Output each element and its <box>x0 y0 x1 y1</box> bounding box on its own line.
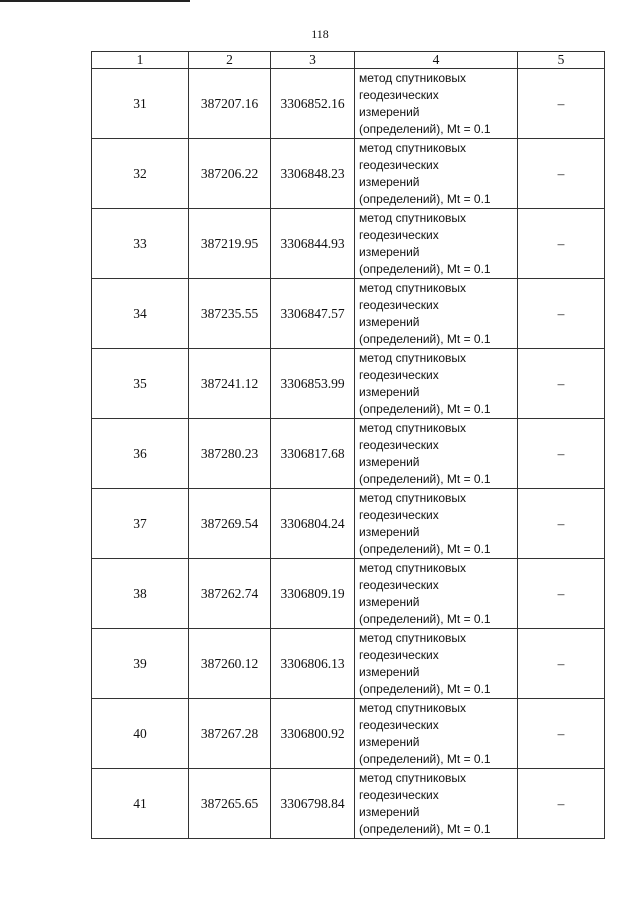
method-line: измерений <box>359 244 420 259</box>
note-dash: – <box>518 69 605 139</box>
method-description <box>355 209 518 279</box>
x-coordinate: 387265.65 <box>189 769 271 839</box>
method-line: (определений), Mt = 0.1 <box>359 331 491 346</box>
method-line: измерений <box>359 594 420 609</box>
method-line: (определений), Mt = 0.1 <box>359 121 491 136</box>
method-description <box>355 419 518 489</box>
point-number: 39 <box>92 629 189 699</box>
x-coordinate: 387235.55 <box>189 279 271 349</box>
method-line: геодезических <box>359 717 439 732</box>
y-coordinate: 3306804.24 <box>271 489 355 559</box>
method-line: геодезических <box>359 157 439 172</box>
x-coordinate: 387219.95 <box>189 209 271 279</box>
x-coordinate: 387241.12 <box>189 349 271 419</box>
page-number: 118 <box>311 27 329 41</box>
method-line: метод спутниковых <box>359 560 467 575</box>
table-row <box>92 209 605 279</box>
table-body <box>92 69 605 839</box>
method-line: метод спутниковых <box>359 350 467 365</box>
point-number: 37 <box>92 489 189 559</box>
method-line: метод спутниковых <box>359 770 467 785</box>
table-row <box>92 559 605 629</box>
y-coordinate: 3306800.92 <box>271 699 355 769</box>
x-coordinate: 387207.16 <box>189 69 271 139</box>
y-coordinate: 3306809.19 <box>271 559 355 629</box>
point-number: 41 <box>92 769 189 839</box>
method-line: (определений), Mt = 0.1 <box>359 471 491 486</box>
method-line: геодезических <box>359 507 439 522</box>
point-number: 32 <box>92 139 189 209</box>
method-line: (определений), Mt = 0.1 <box>359 541 491 556</box>
y-coordinate: 3306853.99 <box>271 349 355 419</box>
column-header-4: 4 <box>355 52 518 69</box>
method-line: метод спутниковых <box>359 420 467 435</box>
method-line: метод спутниковых <box>359 630 467 645</box>
table-row <box>92 69 605 139</box>
column-header-5: 5 <box>518 52 605 69</box>
method-line: измерений <box>359 454 420 469</box>
column-header-3: 3 <box>271 52 355 69</box>
method-line: метод спутниковых <box>359 280 467 295</box>
method-line: геодезических <box>359 87 439 102</box>
method-line: измерений <box>359 314 420 329</box>
method-line: геодезических <box>359 437 439 452</box>
table-row <box>92 419 605 489</box>
note-dash: – <box>518 489 605 559</box>
x-coordinate: 387260.12 <box>189 629 271 699</box>
point-number: 31 <box>92 69 189 139</box>
x-coordinate: 387206.22 <box>189 139 271 209</box>
method-description <box>355 629 518 699</box>
method-line: измерений <box>359 104 420 119</box>
method-description <box>355 699 518 769</box>
point-number: 38 <box>92 559 189 629</box>
method-line: измерений <box>359 384 420 399</box>
method-line: (определений), Mt = 0.1 <box>359 681 491 696</box>
note-dash: – <box>518 279 605 349</box>
x-coordinate: 387267.28 <box>189 699 271 769</box>
method-line: измерений <box>359 804 420 819</box>
method-description <box>355 279 518 349</box>
method-line: (определений), Mt = 0.1 <box>359 191 491 206</box>
y-coordinate: 3306844.93 <box>271 209 355 279</box>
method-line: геодезических <box>359 577 439 592</box>
point-number: 36 <box>92 419 189 489</box>
method-description <box>355 69 518 139</box>
method-line: метод спутниковых <box>359 700 467 715</box>
method-line: измерений <box>359 734 420 749</box>
note-dash: – <box>518 349 605 419</box>
method-line: геодезических <box>359 297 439 312</box>
x-coordinate: 387262.74 <box>189 559 271 629</box>
column-header-1: 1 <box>92 52 189 69</box>
y-coordinate: 3306848.23 <box>271 139 355 209</box>
table-row <box>92 489 605 559</box>
note-dash: – <box>518 769 605 839</box>
method-line: метод спутниковых <box>359 210 467 225</box>
method-line: измерений <box>359 664 420 679</box>
x-coordinate: 387269.54 <box>189 489 271 559</box>
point-number: 33 <box>92 209 189 279</box>
method-line: (определений), Mt = 0.1 <box>359 611 491 626</box>
point-number: 40 <box>92 699 189 769</box>
method-line: (определений), Mt = 0.1 <box>359 821 491 836</box>
method-line: (определений), Mt = 0.1 <box>359 261 491 276</box>
method-line: измерений <box>359 524 420 539</box>
method-line: (определений), Mt = 0.1 <box>359 401 491 416</box>
method-description <box>355 489 518 559</box>
table-row <box>92 629 605 699</box>
y-coordinate: 3306847.57 <box>271 279 355 349</box>
coordinates-table <box>91 51 605 839</box>
note-dash: – <box>518 629 605 699</box>
table-row <box>92 139 605 209</box>
method-description <box>355 349 518 419</box>
note-dash: – <box>518 139 605 209</box>
y-coordinate: 3306798.84 <box>271 769 355 839</box>
note-dash: – <box>518 559 605 629</box>
y-coordinate: 3306817.68 <box>271 419 355 489</box>
y-coordinate: 3306806.13 <box>271 629 355 699</box>
table-row <box>92 769 605 839</box>
table-row <box>92 279 605 349</box>
point-number: 34 <box>92 279 189 349</box>
method-line: геодезических <box>359 367 439 382</box>
method-description <box>355 769 518 839</box>
table-row <box>92 349 605 419</box>
method-line: (определений), Mt = 0.1 <box>359 751 491 766</box>
table-row <box>92 699 605 769</box>
method-description <box>355 139 518 209</box>
method-line: измерений <box>359 174 420 189</box>
method-line: геодезических <box>359 787 439 802</box>
note-dash: – <box>518 699 605 769</box>
method-line: метод спутниковых <box>359 140 467 155</box>
method-line: метод спутниковых <box>359 70 467 85</box>
top-rule <box>0 0 190 2</box>
table-header-row <box>92 52 605 69</box>
method-line: геодезических <box>359 227 439 242</box>
point-number: 35 <box>92 349 189 419</box>
method-line: метод спутниковых <box>359 490 467 505</box>
note-dash: – <box>518 419 605 489</box>
method-description <box>355 559 518 629</box>
column-header-2: 2 <box>189 52 271 69</box>
note-dash: – <box>518 209 605 279</box>
method-line: геодезических <box>359 647 439 662</box>
y-coordinate: 3306852.16 <box>271 69 355 139</box>
x-coordinate: 387280.23 <box>189 419 271 489</box>
